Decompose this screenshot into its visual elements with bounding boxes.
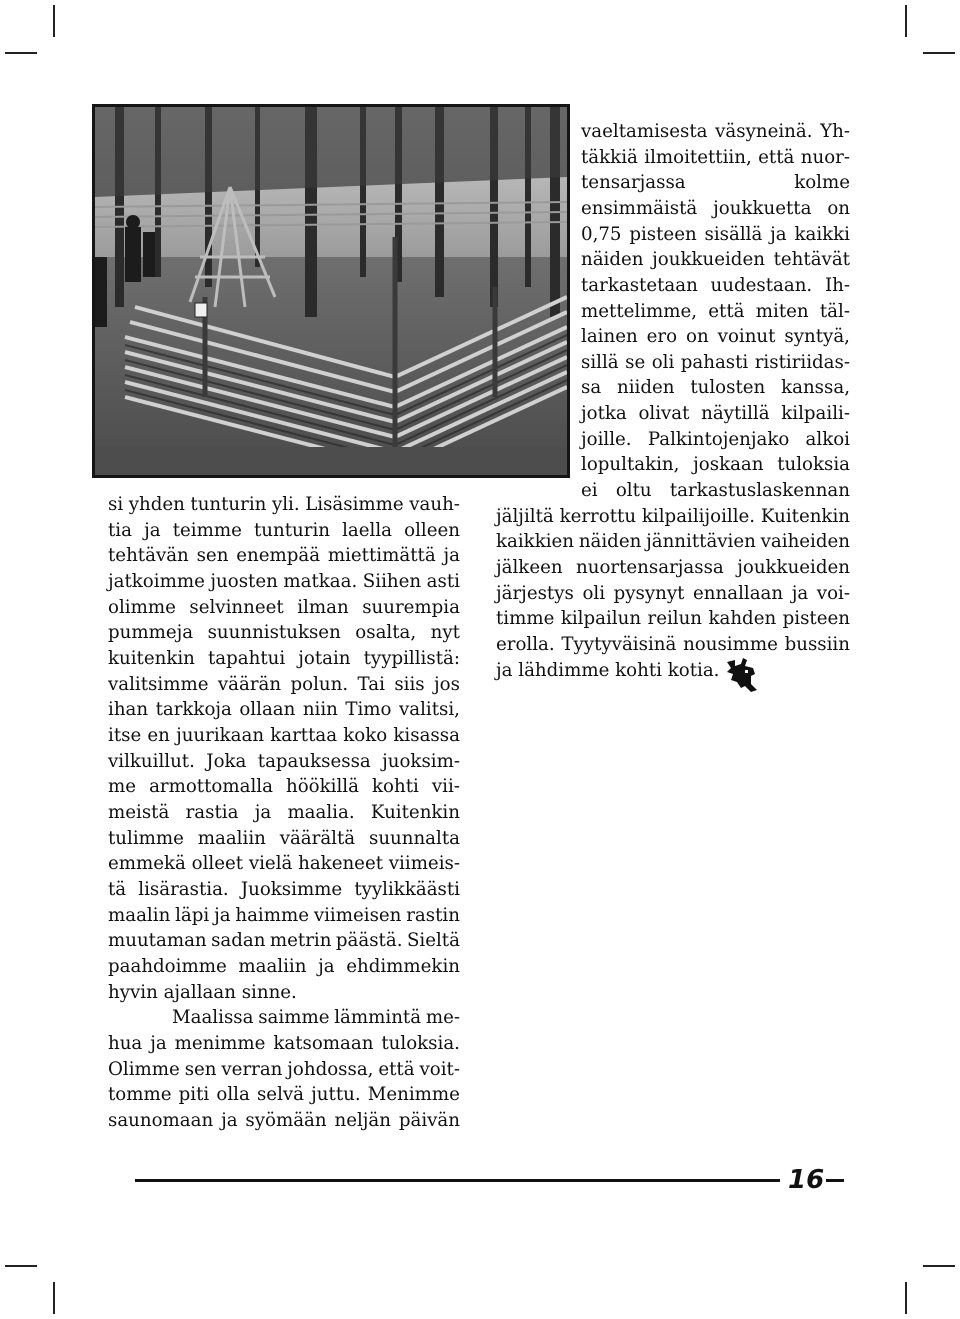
line-text: täkkiä ilmoitettiin, että nuor- (581, 147, 850, 168)
crop-mark (53, 1282, 55, 1314)
crop-mark (5, 52, 37, 54)
text-line (108, 492, 460, 518)
corral-photo (92, 104, 570, 478)
text-line (496, 632, 850, 658)
line-text: vaeltamisesta väsyneinä. Yh- (581, 121, 850, 142)
line-text: järjestys oli pysynyt ennallaan ja voi- (496, 583, 850, 604)
line-text: vilkuillut. Joka tapauksessa juoksim- (108, 751, 460, 772)
line-text: erolla. Tyytyväisinä nousimme bussiin (496, 634, 850, 655)
text-line: hyvin ajallaan sinne. (108, 982, 297, 1003)
line-text: tomme piti olla selvä juttu. Menimme (108, 1084, 460, 1105)
page-number: 16 (788, 1165, 825, 1195)
line-text: valitsimme väärän polun. Tai siis jos (108, 674, 460, 695)
line-text: itse en juurikaan karttaa koko kisassa (108, 725, 460, 746)
text-line (581, 222, 850, 248)
line-text: meistä rastia ja maalia. Kuitenkin (108, 802, 460, 823)
text-line (108, 928, 460, 954)
line-text: mettelimme, että miten täl- (581, 301, 850, 322)
text-line (108, 620, 460, 646)
line-text: jatkoimme juosten matkaa. Siihen asti (108, 571, 460, 592)
text-line: ja lähdimme kohti kotia. (496, 660, 720, 681)
line-text: Olimme sen verran johdossa, että voit- (108, 1059, 460, 1080)
text-line (496, 504, 850, 530)
line-text: lainen ero on voinut syntyä, (581, 326, 850, 347)
line-text: tehtävän sen enempää miettimättä ja (108, 545, 460, 566)
text-line (108, 723, 460, 749)
text-line (108, 672, 460, 698)
text-line (108, 774, 460, 800)
text-line (108, 1031, 460, 1057)
line-text: si yhden tunturin yli. Lisäsimme vauh- (108, 494, 460, 515)
text-line (108, 826, 460, 852)
line-text: kaikkien näiden jännittävien vaiheiden (496, 531, 850, 552)
line-text: paahdoimme maaliin ja ehdimmekin (108, 956, 460, 977)
crop-mark (5, 1265, 37, 1267)
text-line (496, 555, 850, 581)
line-text: olimme selvinneet ilman suurempia (108, 597, 460, 618)
line-text: tulimme maaliin väärältä suunnalta (108, 828, 460, 849)
text-line (581, 299, 850, 325)
crop-mark (53, 5, 55, 37)
text-line (581, 375, 850, 401)
text-line (108, 1082, 460, 1108)
text-line (496, 581, 850, 607)
line-text: näiden joukkueiden tehtävät (581, 249, 850, 270)
line-text: tä lisärastia. Juoksimme tyylikkäästi (108, 879, 460, 900)
text-line (108, 877, 460, 903)
text-line (108, 518, 460, 544)
text-line (108, 1108, 460, 1134)
line-text: saunomaan ja syömään neljän päivän (108, 1110, 460, 1131)
text-line (108, 851, 460, 877)
text-line (108, 903, 460, 929)
text-line (581, 324, 850, 350)
line-text: timme kilpailun reilun kahden pisteen (496, 608, 850, 629)
text-line (581, 196, 850, 222)
text-line (581, 247, 850, 273)
line-text: maalin läpi ja haimme viimeisen rastin (108, 905, 460, 926)
text-line (108, 543, 460, 569)
line-text: muutaman sadan metrin päästä. Sieltä (108, 930, 460, 951)
line-text: lopultakin, joskaan tuloksia (581, 454, 850, 475)
text-line (581, 170, 850, 196)
line-text: Maalissa saimme lämmintä me- (172, 1007, 460, 1028)
text-line (172, 1005, 460, 1031)
line-text: emmekä olleet vielä hakeneet viimeis- (108, 853, 460, 874)
text-line (108, 954, 460, 980)
line-text: me armottomalla höökillä kohti vii- (108, 776, 460, 797)
text-line (108, 646, 460, 672)
text-line (581, 273, 850, 299)
line-text: kuitenkin tapahtui jotain tyypillistä: (108, 648, 460, 669)
line-text: sa niiden tulosten kanssa, (581, 377, 850, 398)
line-text: tia ja teimme tunturin laella olleen (108, 520, 460, 541)
text-line (581, 350, 850, 376)
footer-dash (826, 1179, 844, 1182)
text-line (581, 427, 850, 453)
text-line (581, 119, 850, 145)
line-text: hua ja menimme katsomaan tuloksia. (108, 1033, 460, 1054)
text-line (496, 606, 850, 632)
line-text: jotka olivat näytillä kilpaili- (581, 403, 850, 424)
line-text: ensimmäistä joukkuetta on (581, 198, 850, 219)
text-line (108, 569, 460, 595)
crop-mark (905, 5, 907, 37)
crop-mark (923, 52, 955, 54)
line-text: sillä se oli pahasti ristiriidas- (581, 352, 850, 373)
text-line (108, 697, 460, 723)
line-text: tarkastetaan uudestaan. Ih- (581, 275, 850, 296)
text-line (108, 800, 460, 826)
line-text: joille. Palkintojenjako alkoi (581, 429, 850, 450)
reindeer-logo-icon (723, 656, 763, 696)
line-text: 0,75 pisteen sisällä ja kaikki (581, 224, 850, 245)
line-text: jäljiltä kerrottu kilpailijoille. Kuitenkin (496, 506, 850, 527)
text-line (581, 401, 850, 427)
footer-rule (135, 1179, 780, 1182)
text-line (581, 452, 850, 478)
line-text: jälkeen nuortensarjassa joukkueiden (496, 557, 850, 578)
crop-mark (923, 1265, 955, 1267)
line-text: tensarjassa kolme (581, 172, 850, 193)
text-line (581, 145, 850, 171)
text-line (496, 529, 850, 555)
text-line (108, 1057, 460, 1083)
crop-mark (905, 1282, 907, 1314)
line-text: pummeja suunnistuksen osalta, nyt (108, 622, 460, 643)
text-line (108, 749, 460, 775)
line-text: ihan tarkkoja ollaan niin Timo valitsi, (108, 699, 460, 720)
text-line (108, 595, 460, 621)
line-text: ei oltu tarkastuslaskennan (581, 480, 850, 501)
text-line (581, 478, 850, 504)
